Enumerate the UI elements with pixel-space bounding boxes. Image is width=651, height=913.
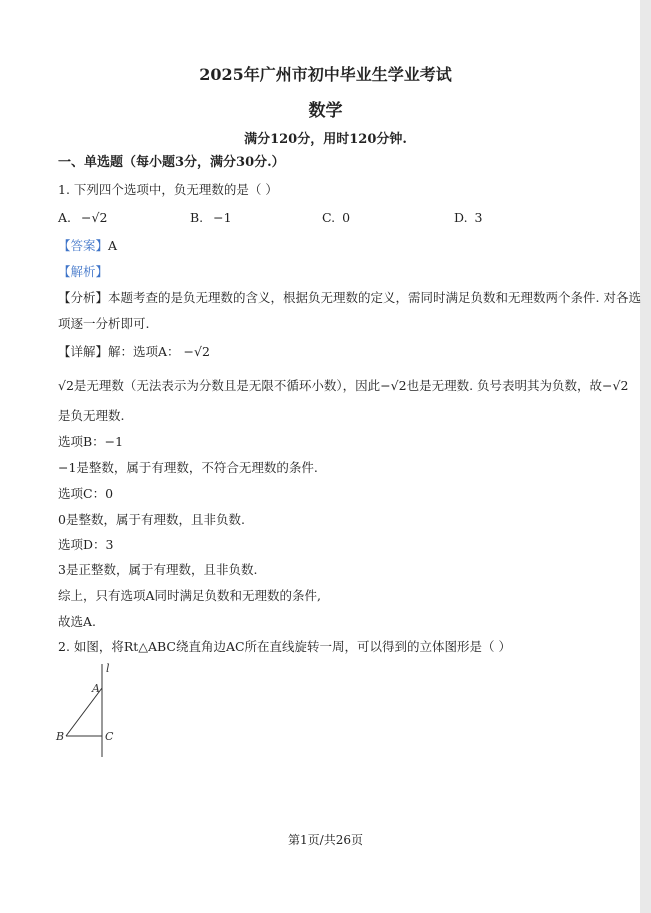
- explain-line-1: [58, 378, 628, 394]
- analysis-line-2: 项逐一分析即可.: [58, 316, 150, 331]
- option-c: [322, 210, 350, 225]
- page-footer: 第1页/共26页: [288, 833, 363, 847]
- option-b-text: −1是整数，属于有理数，不符合无理数的条件.: [58, 460, 318, 475]
- label-c: C: [105, 730, 114, 743]
- answer-tag: 【答案】: [58, 238, 109, 253]
- analysis-tag: 【解析】: [58, 264, 109, 279]
- option-d-title: 选项D：3: [58, 537, 114, 552]
- option-c-label: C.: [322, 210, 336, 225]
- option-b-title: 选项B：−1: [58, 434, 124, 449]
- document-title: 2025年广州市初中毕业生学业考试: [199, 65, 452, 84]
- conclusion-text: 故选A.: [58, 614, 97, 629]
- option-d-value: 3: [474, 210, 483, 225]
- detail-value: −√2: [183, 344, 210, 359]
- option-c-title: 选项C：0: [58, 486, 114, 501]
- option-b-label: B.: [190, 210, 204, 225]
- subject-title: 数学: [308, 101, 343, 121]
- summary-text: 综上，只有选项A同时满足负数和无理数的条件,: [58, 588, 322, 603]
- exam-info: 满分120分，用时120分钟.: [244, 132, 407, 147]
- option-a: [58, 210, 107, 225]
- section-heading: 一、单选题（每小题3分，满分30分.）: [58, 155, 285, 170]
- triangle-figure: [52, 660, 132, 760]
- detail-line: [58, 344, 210, 360]
- neg-sqrt2-term-2: −√2: [602, 378, 629, 393]
- option-c-text: 0是整数，属于有理数，且非负数.: [58, 512, 245, 527]
- option-d: [454, 210, 483, 225]
- label-l: l: [106, 662, 110, 675]
- neg-sqrt2-term: −√2: [380, 378, 407, 393]
- question-2-stem: 2. 如图，将Rt△ABC绕直角边AC所在直线旋转一周，可以得到的立体图形是（ ）: [58, 639, 512, 654]
- label-b: B: [56, 730, 65, 743]
- answer-value: A: [108, 238, 118, 253]
- label-a: A: [92, 682, 100, 695]
- answer-line: [58, 238, 117, 254]
- option-b: [190, 210, 232, 225]
- explain-line-2: 是负无理数.: [58, 408, 125, 423]
- option-b-value: −1: [213, 210, 232, 225]
- option-d-label: D.: [454, 210, 468, 225]
- option-d-text: 3是正整数，属于有理数，且非负数.: [58, 562, 258, 577]
- question-1-stem: 1. 下列四个选项中，负无理数的是（ ）: [58, 182, 278, 197]
- option-a-label: A.: [58, 210, 72, 225]
- detail-prefix: 【详解】解：选项A：: [58, 344, 180, 359]
- option-c-value: 0: [342, 210, 351, 225]
- sqrt2-term: √2: [58, 378, 74, 393]
- hypotenuse-ab: [66, 688, 102, 736]
- analysis-line-1: 【分析】本题考查的是负无理数的含义，根据负无理数的定义，需同时满足负数和无理数两个条件. 对各选: [58, 290, 641, 305]
- explain-text-1: 是无理数（无法表示为分数且是无限不循环小数），因此: [73, 378, 381, 393]
- explain-text-2: 也是无理数. 负号表明其为负数，故: [406, 378, 603, 393]
- option-a-value: −√2: [81, 210, 108, 225]
